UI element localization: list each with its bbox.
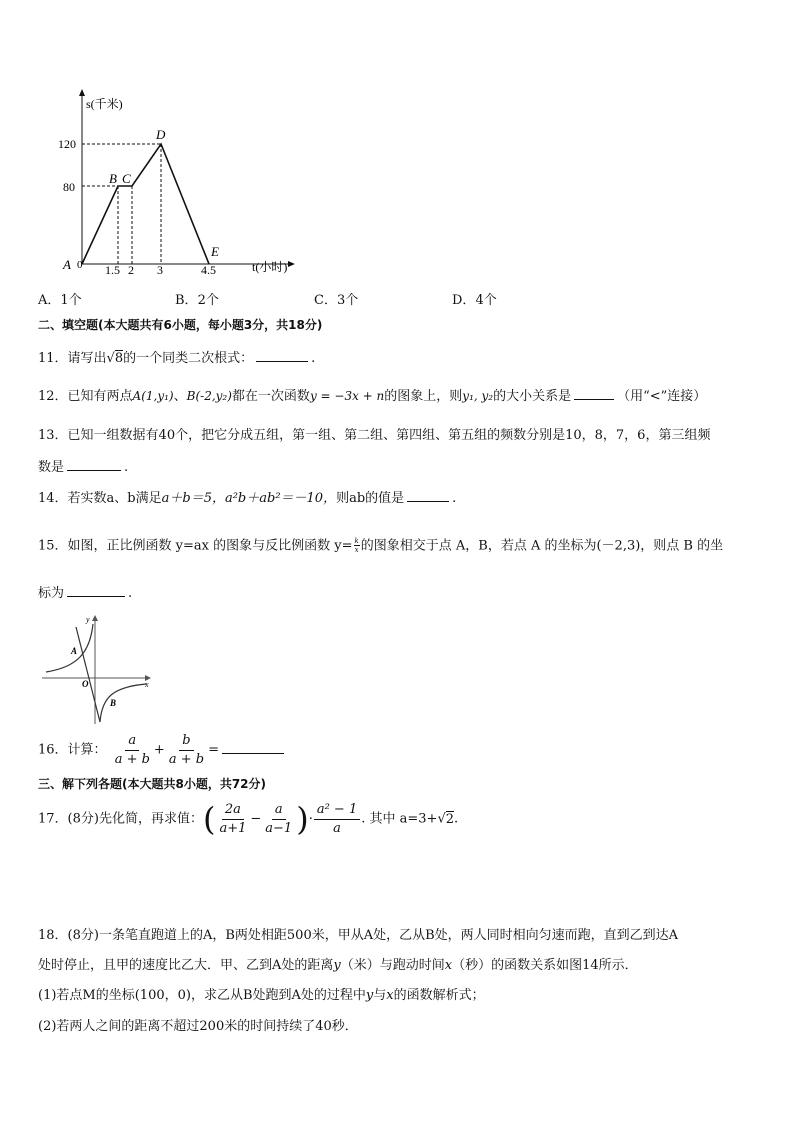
section-2-heading: 二、填空题(本大题共有6小题，每小题3分，共18分) [38,318,323,332]
question-13-line-1: 13．已知一组数据有40个，把它分成五组，第一组、第二组、第四组、第五组的频数分别是10，8，7，6，第三组频 [38,428,711,443]
choice-a: A．1个 [38,293,82,308]
point-b-label: B [109,171,117,186]
y-tick-80: 80 [63,180,75,194]
choice-c: C．3个 [314,293,359,308]
origin-label: O [82,679,89,689]
origin-label: 0 [77,259,83,271]
question-16: 16．计算： $\frac{a}{a + b}$ + $\frac{b}{a + b}$ = [38,733,287,767]
x-tick-2: 2 [128,263,134,277]
proportional-line [76,627,100,722]
point-d-label: D [156,127,166,142]
question-18-part-1: (1)若点M的坐标(100，0)，求乙从B处跑到A处的过程中y与x的函数解析式； [38,988,485,1003]
y-axis-label: s(千米) [86,97,123,111]
point-a-label: A [63,257,71,272]
question-14: 14．若实数a、b满足a＋b＝5，a²b＋ab²＝－10，则ab的值是 . [38,491,457,506]
choice-b: B．2个 [175,293,219,308]
question-15-line-2: 标为 . [38,586,133,601]
x-axis-label: t(小时) [252,260,288,274]
question-11: 11．请写出√8的一个同类二次根式： . [38,351,316,366]
answer-blank[interactable] [574,387,614,400]
question-18-line-2: 处时停止，且甲的速度比乙大．甲、乙到A处的距离y（米）与跑动时间x（秒）的函数关系如图14所示． [38,958,638,973]
answer-blank[interactable] [67,584,125,597]
section-3-heading: 三、解下列各题(本大题共8小题，共72分) [38,777,267,791]
y-axis-arrow [92,615,98,621]
x-tick-1-5: 1.5 [105,263,120,277]
x-axis-arrow [288,261,295,267]
answer-blank[interactable] [67,458,121,471]
x-tick-4-5: 4.5 [201,263,216,277]
question-17: 17．(8分)先化简，再求值：( $\frac{2a}{a+1}$ − $\frac{a}{a-1}$ )· $\frac{\text{a² − 1}}{a}$ . 其中 a=3+√2. [38,800,459,839]
function-graph [38,612,158,727]
inverse-curve-right [100,684,146,722]
distance-time-graph [55,88,305,278]
question-18-line-1: 18．(8分)一条笔直跑道上的A，B两处相距500米，甲从A处，乙从B处，两人同时相向匀速而跑，直到乙到达A [38,928,679,943]
question-18-part-2: (2)若两人之间的距离不超过200米的时间持续了40秒． [38,1019,358,1034]
answer-blank[interactable] [407,489,449,502]
point-b-label: B [110,698,117,708]
x-axis-label: x [145,680,149,689]
y-tick-120: 120 [58,137,76,151]
point-a-label: A [71,646,78,656]
question-15-line-1: 15．如图，正比例函数 y=ax 的图象与反比例函数 y= $\frac{k}{x}$ 的图象相交于点 A，B，若点 A 的坐标为(－2,3)，则点 B 的坐 [38,537,724,555]
answer-blank[interactable] [222,741,284,754]
point-c-label: C [122,171,131,186]
x-tick-3: 3 [157,263,163,277]
question-13-line-2: 数是 . [38,460,129,475]
y-axis-label: y [86,615,90,624]
answer-blank[interactable] [256,349,308,362]
y-axis-arrow [79,89,85,96]
choice-d: D．4个 [452,293,497,308]
graph-path [82,144,209,264]
point-e-label: E [211,244,219,259]
question-12: 12．已知有两点A(1,y₁)、B(-2,y₂)都在一次函数y = −3x + n的图象上，则y₁, y₂的大小关系是 （用“<”连接） [38,389,707,404]
